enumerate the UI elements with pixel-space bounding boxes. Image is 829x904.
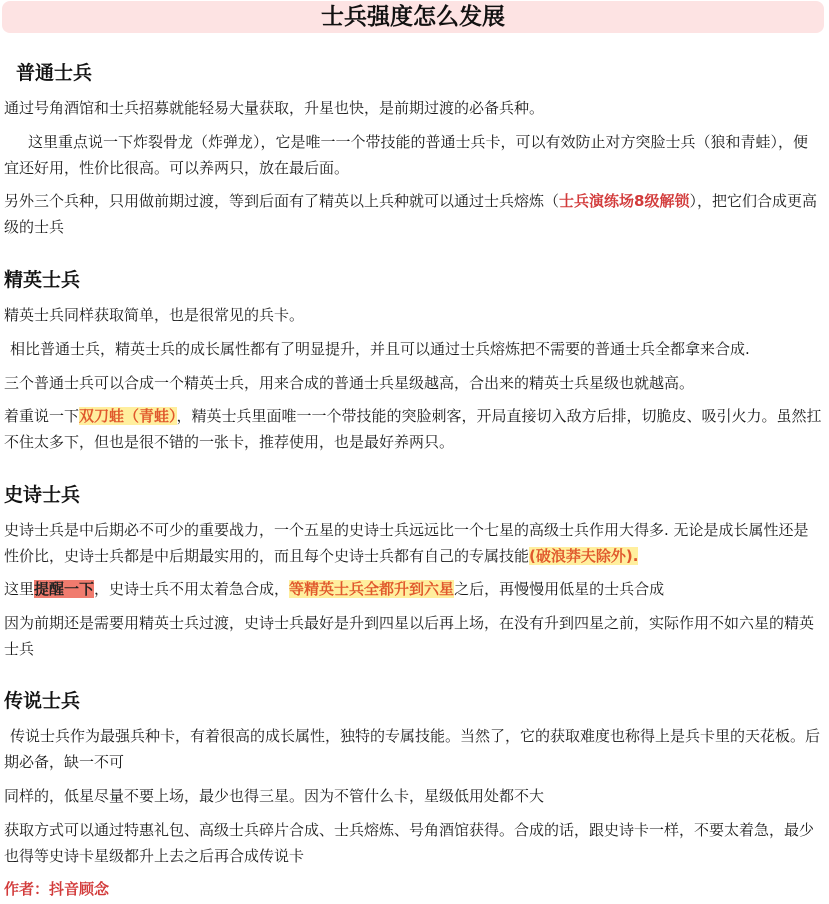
elite-p3: 三个普通士兵可以合成一个精英士兵，用来合成的普通士兵星级越高，合出来的精英士兵星级也就越高。 [4, 374, 695, 392]
common-p3-text-b: ），把它们合成更高级的士兵 [4, 192, 817, 236]
elite-p4-text-b: ，精英士兵里面唯一一个带技能的突脸刺客，开局直接切入敌方后排，切脆皮、吸引火力。虽然扛不住太多下，但也是很不错的一张卡，推荐使用，也是最好养两只。 [4, 407, 822, 451]
heading-common: 普通士兵 [16, 62, 93, 84]
elite-p2: 相比普通士兵，精英士兵的成长属性都有了明显提升，并且可以通过士兵熔炼把不需要的普通士兵全都拿来合成. [10, 340, 750, 358]
elite-p4-text-a: 着重说一下 [4, 407, 80, 425]
heading-elite: 精英士兵 [4, 269, 81, 291]
epic-p1-text: 史诗士兵是中后期必不可少的重要战力，一个五星的史诗士兵远远比一个七星的高级士兵作用大得多. 无论是成长属性还是性价比，史诗士兵都是中后期最实用的，而且每个史诗士兵都有自己的专属技能 [4, 521, 809, 565]
common-p3-unlock-note: 士兵演练场8级解锁 [559, 192, 690, 210]
elite-p1: 精英士兵同样获取简单，也是很常见的兵卡。 [4, 306, 305, 324]
heading-epic: 史诗士兵 [4, 484, 81, 506]
epic-p2-highlight-yellow: 等精英士兵全都升到六星 [289, 580, 455, 598]
legend-p3: 获取方式可以通过特惠礼包、高级士兵碎片合成、士兵熔炼、号角酒馆获得。合成的话，跟史诗卡一样，不要太着急，最少也得等史诗卡星级都升上去之后再合成传说卡 [4, 821, 815, 865]
legend-p1: 传说士兵作为最强兵种卡，有着很高的成长属性，独特的专属技能。当然了，它的获取难度也称得上是兵卡里的天花板。后期必备，缺一不可 [4, 727, 821, 771]
epic-p2 [4, 576, 822, 602]
page-title: 士兵强度怎么发展 [321, 4, 505, 30]
heading-legend: 传说士兵 [4, 690, 81, 712]
title-bar [2, 1, 824, 33]
common-p3-text-a: 另外三个兵种，只用做前期过渡，等到后面有了精英以上兵种就可以通过士兵熔炼（ [4, 192, 560, 210]
elite-p4 [4, 403, 822, 455]
author-credit: 作者：抖音顾念 [4, 880, 110, 898]
epic-p2-highlight-red: 提醒一下 [34, 580, 95, 598]
epic-p3: 因为前期还是需要用精英士兵过渡，史诗士兵最好是升到四星以后再上场，在没有升到四星之前，实际作用不如六星的精英士兵 [4, 614, 815, 658]
epic-p1-highlight: (破浪莽夫除外). [529, 547, 639, 565]
epic-p2-text-c: 之后，再慢慢用低星的士兵合成 [454, 580, 665, 598]
common-p1: 通过号角酒馆和士兵招募就能轻易大量获取，升星也快，是前期过渡的必备兵种。 [4, 99, 545, 117]
legend-p2: 同样的，低星尽量不要上场，最少也得三星。因为不管什么卡，星级低用处都不大 [4, 787, 545, 805]
elite-p4-highlight: 双刀蛙（青蛙） [79, 407, 177, 425]
common-p2: 这里重点说一下炸裂骨龙（炸弹龙），它是唯一一个带技能的普通士兵卡，可以有效防止对方突脸士兵（狼和青蛙），便宜还好用，性价比很高。可以养两只，放在最后面。 [4, 133, 809, 177]
common-p3 [4, 188, 822, 240]
epic-p2-text-a: 这里 [4, 580, 35, 598]
epic-p1 [4, 517, 822, 569]
epic-p2-text-b: ，史诗士兵不用太着急合成， [94, 580, 290, 598]
